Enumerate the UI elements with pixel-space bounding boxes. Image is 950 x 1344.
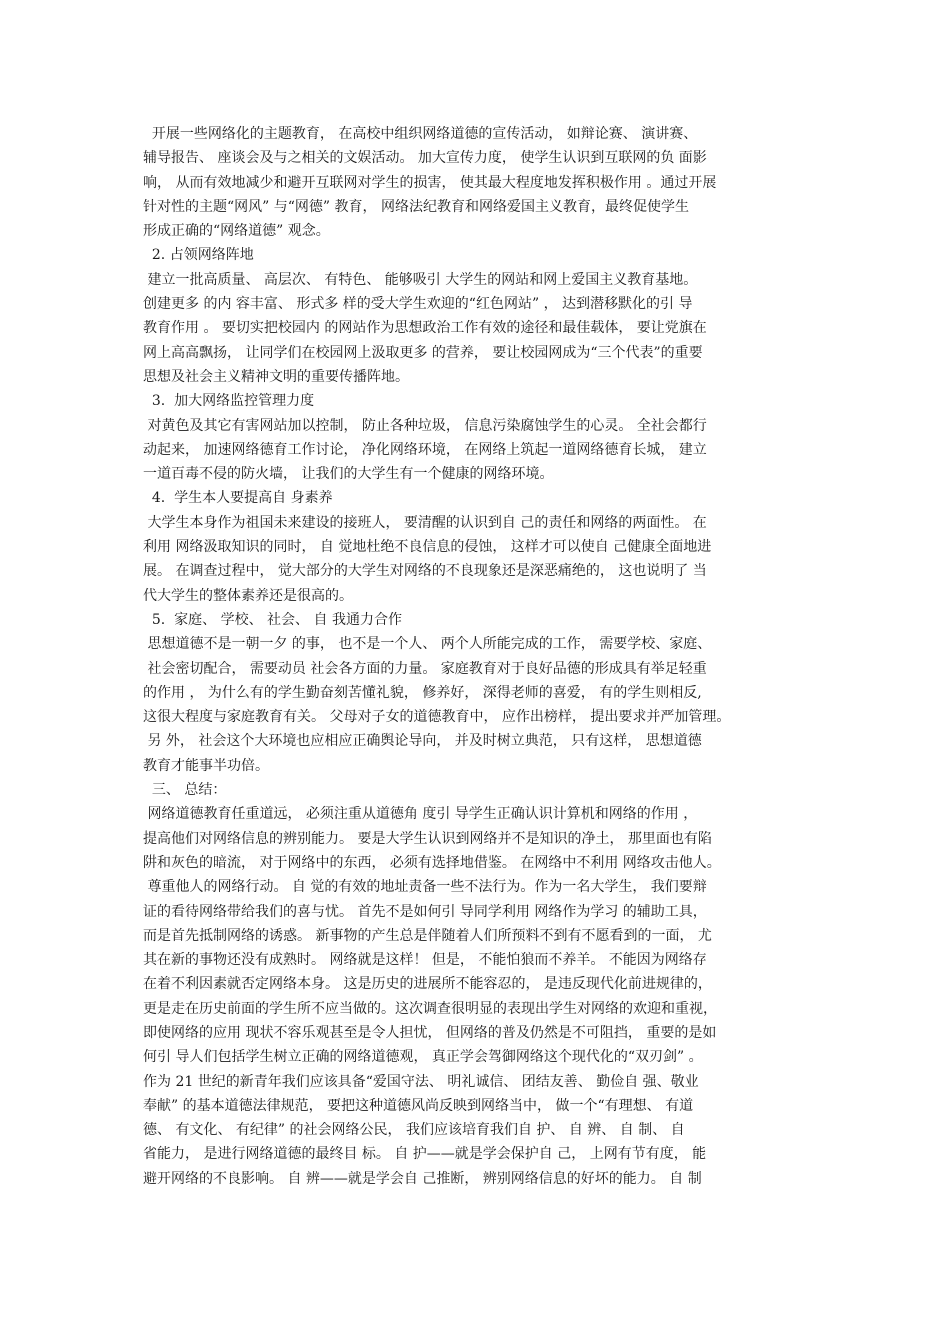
text-line: 而是首先抵制网络的诱惑。 新事物的产生总是伴随着人们所预料不到有不愿看到的一面， 尤 [143,927,712,944]
text-line: 省能力， 是进行网络道德的最终目 标。 自 护——就是学会保护自 己， 上网有节有度， 能 [143,1146,707,1163]
text-line: 其在新的事物还没有成熟时。 网络就是这样！ 但是， 不能怕狼而不养羊。 不能因为网络存 [143,952,707,969]
text-line: 提高他们对网络信息的辨别能力。 要是大学生认识到网络并不是知识的净土， 那里面也有陷 [143,830,712,847]
text-line: 奉献” 的基本道德法律规范， 要把这种道德风尚反映到网络当中， 做一个“有理想、 有道 [143,1097,694,1114]
text-line: 创建更多 的内 容丰富、 形式多 样的受大学生欢迎的“红色网站” ， 达到潜移默化的引 导 [143,296,693,313]
text-line: 更是走在历史前面的学生所不应当做的。这次调查很明显的表现出学生对网络的欢迎和重视， [143,1000,717,1017]
text-line: 开展一些网络化的主题教育， 在高校中组织网络道德的宣传活动， 如辩论赛、 演讲赛、 [143,126,698,142]
text-line: 形成正确的“网络道德” 观念。 [143,223,330,240]
section-heading: 三、 总结： [143,782,227,799]
text-line: 证的看待网络带给我们的喜与忧。 首先不是如何引 导同学利用 网络作为学习 的辅助工具， [143,903,707,920]
text-line: 避开网络的不良影响。 自 辨——就是学会自 己推断， 辨别网络信息的好坏的能力。 自 制 [143,1170,702,1187]
text-line: 利用 网络汲取知识的同时， 自 觉地杜绝不良信息的侵蚀， 这样才可以使自 己健康全面地进 [143,539,712,556]
text-line: 辅导报告、 座谈会及与之相关的文娱活动。 加大宣传力度， 使学生认识到互联网的负 面影 [143,150,707,167]
text-line: 另 外， 社会这个大环境也应相应正确舆论导向， 并及时树立典范， 只有这样， 思想道德 [143,733,702,750]
section-heading: 2. 占领网络阵地 [143,247,254,264]
text-line: 何引 导人们包括学生树立正确的网络道德观， 真正学会驾御网络这个现代化的“双刃剑” 。 [143,1049,703,1066]
text-line: 思想及社会主义精神文明的重要传播阵地。 [143,368,409,385]
text-line: 这很大程度与家庭教育有关。 父母对子女的道德教育中， 应作出榜样， 提出要求并严加管理。 [143,709,731,726]
text-line: 德、 有文化、 有纪律” 的社会网络公民， 我们应该培育我们自 护、 自 辨、 自 制、 自 [143,1122,685,1139]
text-line: 响， 从而有效地减少和避开互联网对学生的损害， 使其最大程度地发挥积极作用 。通过开展 [143,174,717,191]
text-line: 建立一批高质量、 高层次、 有特色、 能够吸引 大学生的网站和网上爱国主义教育基地。 [143,271,698,288]
text-line: 社会密切配合， 需要动员 社会各方面的力量。 家庭教育对于良好品德的形成具有举足轻重 [143,660,707,677]
text-line: 即使网络的应用 现状不容乐观甚至是令人担忧， 但网络的普及仍然是不可阻挡， 重要的是如 [143,1024,717,1041]
text-line: 代大学生的整体素养还是很高的。 [143,587,353,604]
section-heading: 5. 家庭、 学校、 社会、 自 我通力合作 [143,611,402,628]
text-line: 动起来， 加速网络德育工作讨论， 净化网络环境， 在网络上筑起一道网络德育长城， 建立 [143,441,707,458]
text-line: 教育才能事半功倍。 [143,757,269,774]
text-line: 的作用 ， 为什么有的学生勤奋刻苦懂礼貌， 修养好， 深得老师的喜爱， 有的学生则相反, [143,684,702,701]
text-line: 网上高高飘扬， 让同学们在校园网上汲取更多 的营养， 要让校园网成为“三个代表”的重要 [143,344,703,361]
text-line: 教育作用 。 要切实把校园内 的网站作为思想政治工作有效的途径和最佳载体， 要让党旗在 [143,320,707,337]
text-line: 一道百毒不侵的防火墙， 让我们的大学生有一个健康的网络环境。 [143,466,554,483]
text-line: 尊重他人的网络行动。 自 觉的有效的地址责备一些不法行为。作为一名大学生， 我们要辩 [143,879,707,896]
text-line: 针对性的主题“网风” 与“网德” 教育， 网络法纪教育和网络爱国主义教育，最终促使学生 [143,198,689,215]
text-line: 在着不利因素就否定网络本身。 这是历史的进展所不能容忍的， 是违反现代化前进规律的， [143,976,712,993]
text-line: 思想道德不是一朝一夕 的事， 也不是一个人、 两个人所能完成的工作， 需要学校、家庭、 [143,636,712,653]
text-line: 网络道德教育任重道远， 必须注重从道德角 度引 导学生正确认识计算机和网络的作用 ， [143,806,698,823]
section-heading: 3. 加大网络监控管理力度 [143,393,315,410]
text-line: 对黄色及其它有害网站加以控制， 防止各种垃圾， 信息污染腐蚀学生的心灵。 全社会都行 [143,417,707,434]
section-heading: 4. 学生本人要提高自 身素养 [143,490,333,507]
text-line: 大学生本身作为祖国未来建设的接班人， 要清醒的认识到自 己的责任和网络的两面性。 在 [143,514,707,531]
text-line: 作为 21 世纪的新青年我们应该具备“爱国守法、 明礼诚信、 团结友善、 勤俭自 强、敬业 [143,1073,699,1090]
text-line: 展。 在调查过程中， 觉大部分的大学生对网络的不良现象还是深恶痛绝的， 这也说明了 当 [143,563,707,580]
text-line: 阱和灰色的暗流， 对于网络中的东西， 必须有选择地借鉴。 在网络中不利用 网络攻击他人。 [143,854,721,871]
document-body [143,122,823,1191]
